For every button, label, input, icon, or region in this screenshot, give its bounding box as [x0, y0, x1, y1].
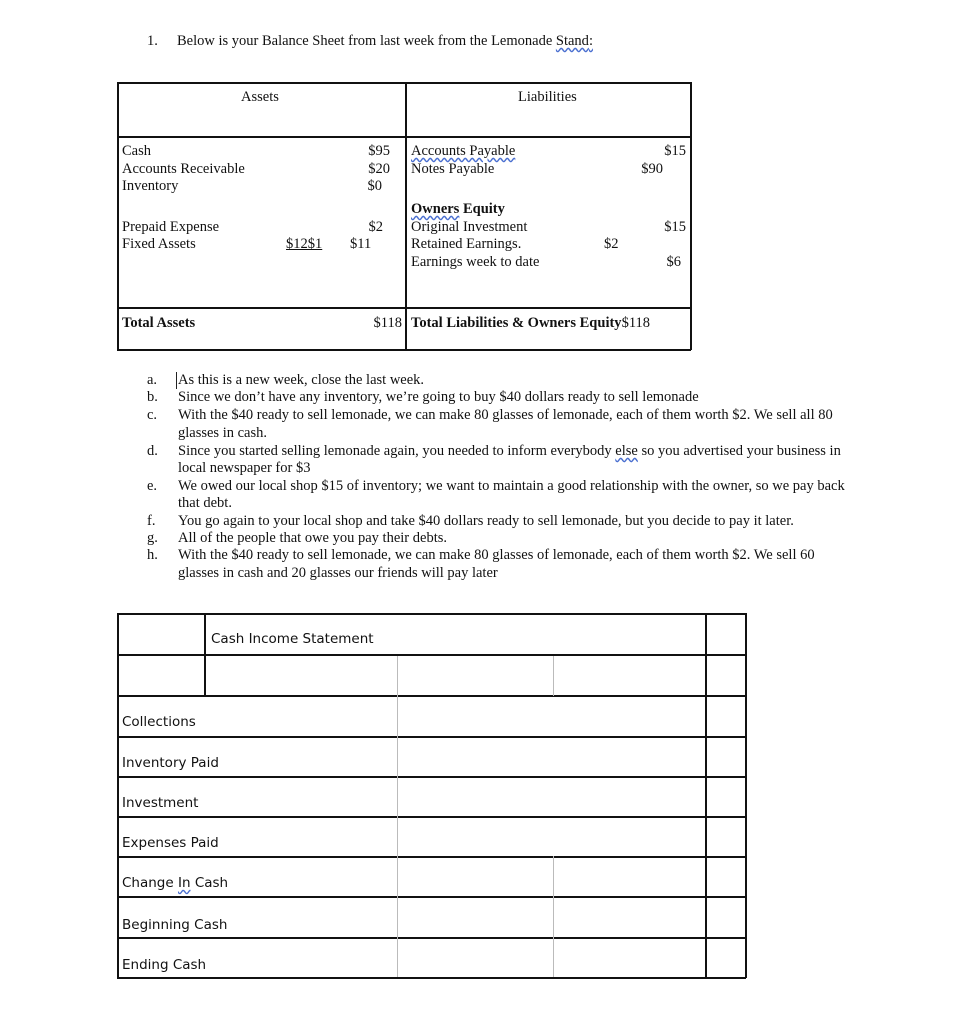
- item-c-text: With the $40 ready to sell lemonade, we can make 80 glasses of lemonade, each of them worth $2. We sell all 80: [178, 407, 833, 423]
- asset-inventory-value: $0: [367, 178, 382, 194]
- equity-re-value: $2: [604, 236, 619, 252]
- equity-header-owners: Owners: [411, 201, 460, 217]
- bs-border-mid: [405, 82, 407, 350]
- total-assets-label: Total Assets: [122, 315, 196, 331]
- question-text: [177, 33, 593, 50]
- item-e-letter: e.: [147, 478, 158, 494]
- item-d-text-a: Since you started selling lemonade again, you needed to inform everybody: [178, 443, 616, 459]
- bs-border-top: [117, 82, 691, 84]
- item-b-letter: b.: [147, 389, 158, 405]
- total-le: [411, 315, 650, 332]
- item-e-text-2: that debt.: [178, 495, 232, 511]
- assets-header: Assets: [241, 89, 279, 105]
- cs-hline-7: [117, 896, 746, 898]
- asset-prepaid-label: Prepaid Expense: [122, 219, 220, 235]
- item-h-text-2: glasses in cash and 20 glasses our friends will pay later: [178, 565, 498, 581]
- question-colon: :: [588, 33, 593, 49]
- cs-vline-faint-3: [553, 856, 554, 977]
- asset-fixed-label: Fixed Assets: [122, 236, 196, 252]
- cs-row-ending-cash: Ending Cash: [122, 957, 207, 973]
- cs-hline-0: [117, 613, 746, 615]
- item-d-text-else: else: [615, 443, 638, 459]
- liab-np-value: $90: [641, 161, 663, 177]
- asset-cash-value: $95: [368, 143, 390, 159]
- item-e-text: We owed our local shop $15 of inventory; we want to maintain a good relationship with the owner, so we pay back: [178, 478, 845, 494]
- total-le-label: Total Liabilities & Owners Equity: [411, 315, 622, 331]
- cs-row-investment: Investment: [122, 795, 199, 811]
- asset-ar-value: $20: [368, 161, 390, 177]
- bs-border-total-top: [117, 307, 691, 309]
- cs-vline-right: [745, 613, 747, 978]
- item-h-text: With the $40 ready to sell lemonade, we can make 80 glasses of lemonade, each of them worth $2. We sell 60: [178, 547, 815, 563]
- cs-row-change-in-cash: [122, 875, 228, 891]
- cs-change-c: Cash: [190, 875, 229, 891]
- item-a-letter: a.: [147, 372, 158, 388]
- cs-title: Cash Income Statement: [211, 631, 374, 647]
- cs-vline-last: [705, 613, 707, 978]
- cs-change-a: Change: [122, 875, 178, 891]
- item-f-text: You go again to your local shop and take $40 dollars ready to sell lemonade, but you decide to pay it later.: [178, 513, 794, 529]
- cs-hline-8: [117, 937, 746, 939]
- item-d-letter: d.: [147, 443, 158, 459]
- liab-ap-value: $15: [664, 143, 686, 159]
- item-c-text-2: glasses in cash.: [178, 425, 267, 441]
- item-g-text: All of the people that owe you pay their debts.: [178, 530, 447, 546]
- liab-ap-label: Accounts Payable: [411, 143, 516, 159]
- cs-row-collections: Collections: [122, 714, 196, 730]
- equity-header-equity: Equity: [459, 201, 505, 217]
- total-assets-value: $118: [373, 315, 402, 331]
- asset-ar-label: Accounts Receivable: [122, 161, 245, 177]
- equity-oi-label: Original Investment: [411, 219, 528, 235]
- cs-row-beginning-cash: Beginning Cash: [122, 917, 228, 933]
- cs-hline-9: [117, 977, 746, 979]
- liabilities-header: Liabilities: [518, 89, 577, 105]
- item-d-text-b: so you advertised your business in: [637, 443, 841, 459]
- question-text-main: Below is your Balance Sheet from last week from the Lemonade: [177, 33, 556, 49]
- item-c-letter: c.: [147, 407, 158, 423]
- equity-ew-label: Earnings week to date: [411, 254, 540, 270]
- cs-hline-4: [117, 776, 746, 778]
- cs-hline-3: [117, 736, 746, 738]
- cs-hline-2: [117, 695, 746, 697]
- cs-row-inventory-paid: Inventory Paid: [122, 755, 219, 771]
- question-number: 1.: [147, 33, 158, 49]
- cs-vline-faint-2: [553, 656, 554, 696]
- bs-border-right: [690, 82, 692, 350]
- equity-ew-value: $6: [666, 254, 681, 270]
- cs-vline-faint-1: [397, 656, 398, 977]
- question-link-stand: Stand: [555, 33, 589, 49]
- item-f-letter: f.: [147, 513, 156, 529]
- cs-hline-6: [117, 856, 746, 858]
- equity-header: [411, 201, 505, 218]
- item-d-text: [178, 443, 841, 460]
- asset-fixed-value: $11: [350, 236, 372, 252]
- asset-prepaid-value: $2: [368, 219, 383, 235]
- equity-oi-value: $15: [664, 219, 686, 235]
- text-cursor: [176, 372, 177, 389]
- asset-fixed-sub: $12$1: [286, 236, 323, 252]
- item-g-letter: g.: [147, 530, 158, 546]
- cs-vline-title: [204, 613, 206, 696]
- bs-border-header: [117, 136, 691, 138]
- asset-cash-label: Cash: [122, 143, 151, 159]
- item-d-text-2: local newspaper for $3: [178, 460, 311, 476]
- cs-vline-left: [117, 613, 119, 978]
- cs-change-in: In: [177, 875, 191, 891]
- item-a-text: As this is a new week, close the last week.: [178, 372, 425, 388]
- bs-border-bottom: [117, 349, 691, 351]
- item-h-letter: h.: [147, 547, 158, 563]
- equity-re-label: Retained Earnings.: [411, 236, 522, 252]
- liab-np-label: Notes Payable: [411, 161, 495, 177]
- cs-hline-5: [117, 816, 746, 818]
- total-le-value: $118: [621, 315, 651, 331]
- bs-border-left: [117, 82, 119, 350]
- item-b-text: Since we don’t have any inventory, we’re going to buy $40 dollars ready to sell lemonade: [178, 389, 699, 405]
- cs-row-expenses-paid: Expenses Paid: [122, 835, 219, 851]
- asset-inventory-label: Inventory: [122, 178, 179, 194]
- cs-hline-1: [117, 654, 746, 656]
